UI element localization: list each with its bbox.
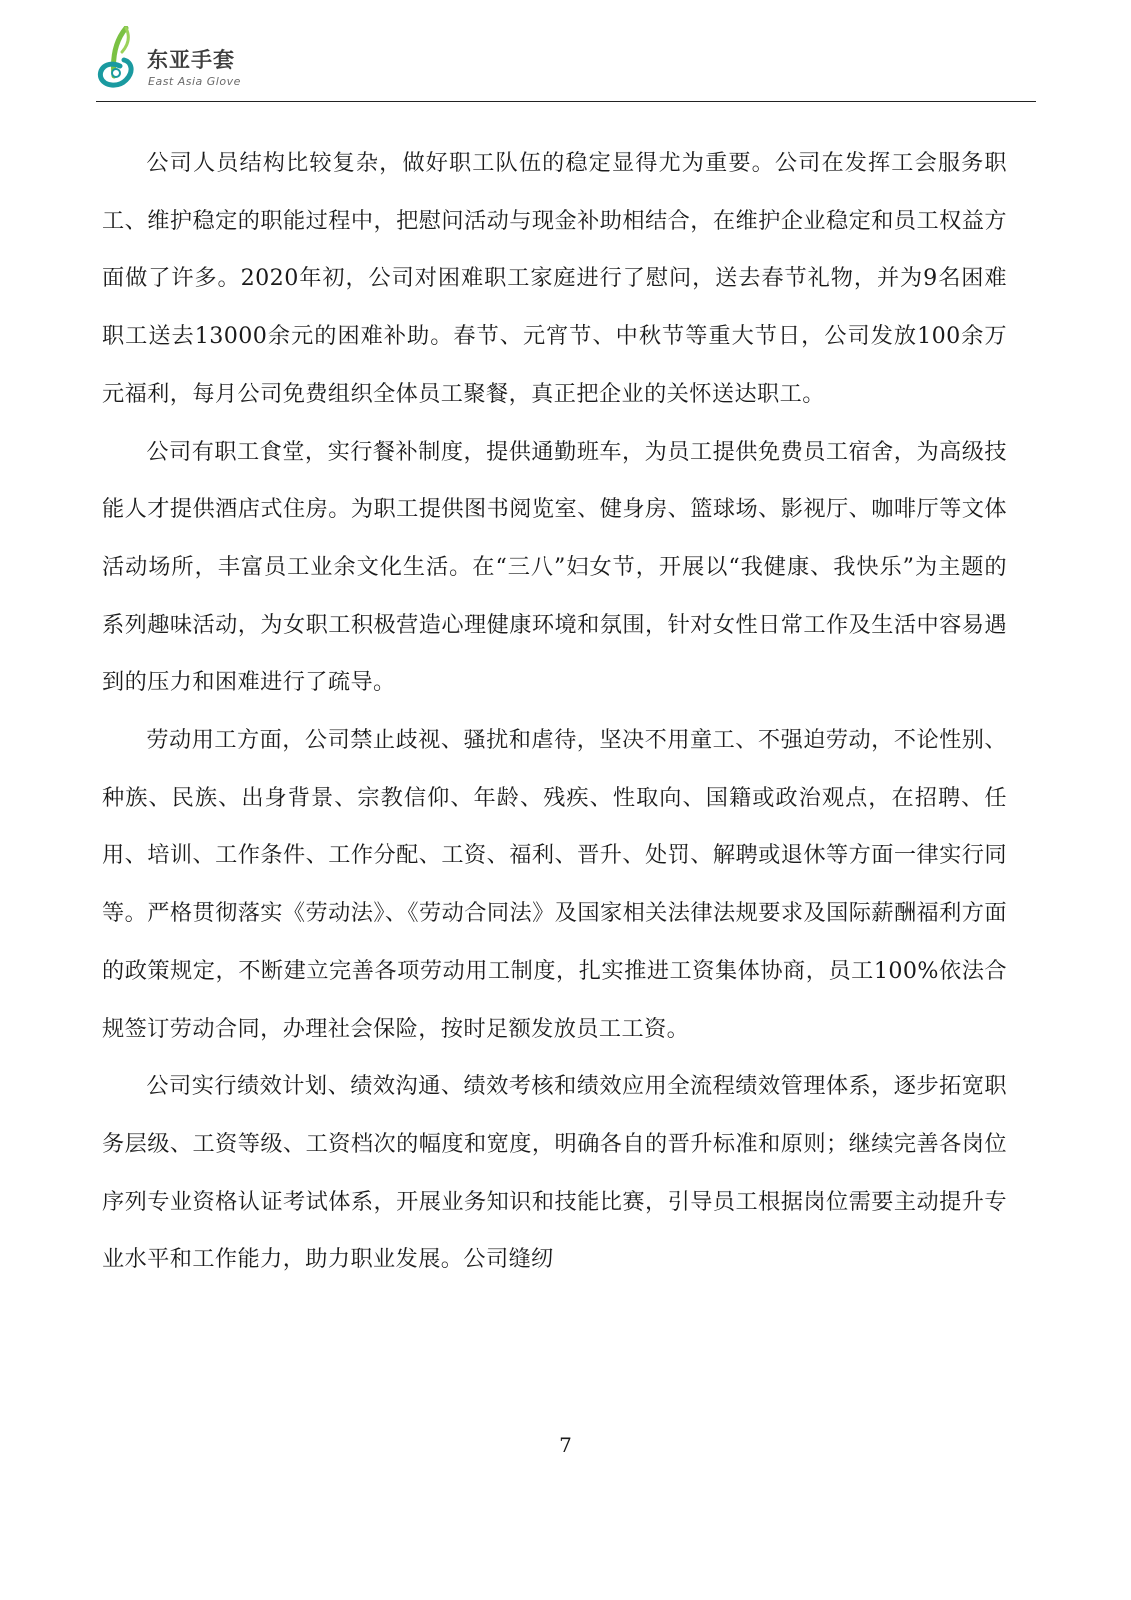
logo-english-name: East Asia Glove <box>148 75 241 88</box>
east-asia-glove-logo-icon <box>96 26 142 88</box>
paragraph-labor-employment: 劳动用工方面，公司禁止歧视、骚扰和虐待，坚决不用童工、不强迫劳动，不论性别、种族、民族、出身背景、宗教信仰、年龄、残疾、性取向、国籍或政治观点，在招聘、任用、培训、工作条件、工作分配、工资、福利、晋升、处罚、解聘或退休等方面一律实行同等。严格贯彻落实《劳动法》、《劳动合同法》及国家相关法律法规要求及国际薪酬福利方面的政策规定，不断建立完善各项劳动用工制度，扎实推进工资集体协商，员工100%依法合规签订劳动合同，办理社会保险，按时足额发放员工工资。 <box>102 727 1007 1042</box>
document-body <box>102 135 1007 1289</box>
page-header <box>96 22 1036 102</box>
paragraph-staff-stability: 公司人员结构比较复杂，做好职工队伍的稳定显得尤为重要。公司在发挥工会服务职工、维护稳定的职能过程中，把慰问活动与现金补助相结合，在维护企业稳定和员工权益方面做了许多。2020年初，公司对困难职工家庭进行了慰问，送去春节礼物，并为9名困难职工送去13000余元的困难补助。春节、元宵节、中秋节等重大节日，公司发放100余万元福利，每月公司免费组织全体员工聚餐，真正把企业的关怀送达职工。 <box>102 150 1007 407</box>
paragraph-employee-facilities: 公司有职工食堂，实行餐补制度，提供通勤班车，为员工提供免费员工宿舍，为高级技能人才提供酒店式住房。为职工提供图书阅览室、健身房、篮球场、影视厅、咖啡厅等文体活动场所，丰富员工业余文化生活。在“三八”妇女节，开展以“我健康、我快乐”为主题的系列趣味活动，为女职工积极营造心理健康环境和氛围，针对女性日常工作及生活中容易遇到的压力和困难进行了疏导。 <box>102 438 1007 696</box>
logo-chinese-name: 东亚手套 <box>147 48 235 72</box>
paragraph-performance-management: 公司实行绩效计划、绩效沟通、绩效考核和绩效应用全流程绩效管理体系，逐步拓宽职务层级、工资等级、工资档次的幅度和宽度，明确各自的晋升标准和原则；继续完善各岗位序列专业资格认证考试体系，开展业务知识和技能比赛，引导员工根据岗位需要主动提升专业水平和工作能力，助力职业发展。公司缝纫 <box>102 1073 1007 1273</box>
page-number: 7 <box>559 1433 572 1457</box>
header-divider <box>96 101 1036 102</box>
